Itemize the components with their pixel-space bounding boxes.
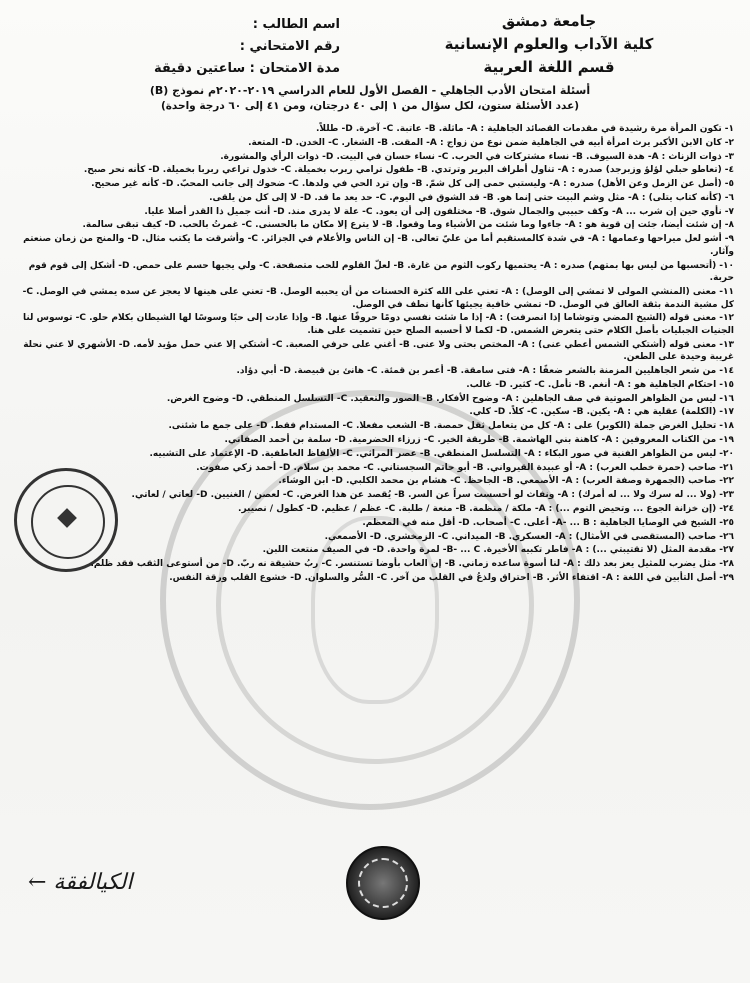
question-item — [8, 379, 734, 392]
question-item — [8, 164, 734, 177]
question-item — [8, 503, 734, 516]
question-number: ١٠- — [719, 260, 734, 271]
question-number: ١٢- — [719, 313, 734, 324]
question-number: ١١- — [719, 287, 734, 297]
exam-note: (عدد الأسئلة ستون، لكل سؤال من ١ إلى ٤٠ درجتان، ومن ٤١ إلى ٦٠ درجة واحدة) — [160, 100, 580, 112]
question-number: ٥- — [724, 179, 734, 190]
question-item — [8, 286, 734, 311]
question-number: ١- — [724, 124, 734, 134]
question-item — [8, 137, 734, 150]
question-item — [8, 312, 734, 337]
question-item — [8, 178, 734, 191]
question-text: أشو لعل ميراحها وعمامها : A- في شدة كالمستقيم أما من عليّ تعالى. B- إن الناس والأعلام في الجزائر. C- وأشرقت ما يكتب مثال. D- والمنج من زمان صنعتم وآثار. — [23, 234, 734, 257]
question-item — [8, 260, 734, 285]
question-item — [8, 558, 734, 571]
question-number: ٢٩- — [719, 572, 734, 583]
question-text: معنى قوله (الشيخ المضي وتوشاما إذا انصرفت) : A- إذا ما شئت نفسي دومًا حروفًا عنها. B- وإذا عادت إلى حبًا وسوسًا لها الشيطان بكلام حلو. C- توسوس لنا الجنيات الجبليات بأصل الكلام حتى يتعرض الشمس. D- لكما لا أحسبه الصلح حين تشميت على هنا. — [22, 313, 734, 336]
question-item — [8, 365, 734, 378]
question-number: ١٧- — [719, 407, 734, 418]
question-item — [8, 531, 734, 544]
question-number: ٦- — [724, 192, 734, 203]
university-name: جامعة دمشق — [501, 12, 597, 30]
question-text: ذوات الزناث : A- هدة السيوف. B- نساء مشتركات في الحرب. C- نساء حسان في البيت. D- ذوات الرأي والمشورة. — [220, 151, 722, 162]
student-info-header — [40, 14, 340, 80]
question-number: ٢- — [724, 137, 734, 148]
question-item — [8, 219, 734, 232]
student-name-label: اسم الطالب : — [252, 17, 340, 32]
question-text: (كأنه كتاب يتلى) : A- مثل وشم البيت حتى إنما هو. B- قد الشوق في اليوم. C- حد يعد ما قد. D- لا إلى كل من يلقى. — [209, 192, 722, 203]
question-number: ٢٠- — [719, 448, 734, 459]
question-item — [8, 434, 734, 447]
question-item — [8, 406, 734, 419]
question-number: ٢٦- — [719, 531, 734, 542]
question-item — [8, 517, 734, 530]
question-text: مقدمة المثل (لا تقتيبتي ...) : A- فاطر تكبيه الأخيرة. B- ... C- لمرة واحدة. D- في الصيف منتعت اللبن. — [262, 545, 717, 556]
question-text: كان الابن الأكبر يرث امرأة أبيه في الجاهلية ضمن نوع من زواج : A- المقت. B- الشغار. C- الخدن. D- المتعة. — [248, 137, 722, 148]
question-text: من شعر الجاهليين المزمنة بالشعر ضعفًا : A- فتى سامقة. B- أعمر بن قمئة. C- هانئ بن قبيصة. D- أبي دؤاد. — [236, 366, 717, 377]
question-item — [8, 393, 734, 406]
question-text: معنى (المنشي المولى لا تمشي إلى الوصل) : A- تعني على الله كثرة الحسنات من أن يحببه الوصل. B- تعني على هينها لا يعجز عن سده يمشي في الوصل. C- كل مشية الندمة بثقة العالق في الوصل. D- تمشي خافية يجيئها كأنها نطف في الوصل. — [22, 287, 734, 310]
question-item — [8, 123, 734, 136]
question-number: ٢٨- — [719, 559, 734, 570]
exam-title: أسئلة امتحان الأدب الجاهلي - الفصل الأول للعام الدراسي ٢٠١٩-٢٠٢٠م نموذج (B) — [149, 84, 591, 97]
question-item — [8, 572, 734, 585]
question-item — [8, 475, 734, 488]
question-text: تكون المرأة مرة رشيدة في مقدمات القصائد الجاهلية : A- ماثلة. B- عاتبة. C- آخرة. D- طللاً. — [315, 124, 722, 134]
question-text: الشيخ في الوصايا الجاهلية : A- ... B- أعلى. C- أصحاب. D- أقل منه في المعظم. — [362, 517, 717, 528]
exam-number-label: رقم الامتحاني : — [239, 39, 340, 54]
question-item — [8, 448, 734, 461]
questions-list — [8, 123, 734, 586]
bottom-seal — [346, 846, 420, 920]
question-text: معنى قوله (أشتكي الشمس أعطي عنى) : A- المختص بحتى ولا عنى. B- أغني على حرفي الصعبة. C- أشتكي إلا عني حمل مؤيد لأمه. D- الأشهري لا عني نحلة غريبة وحيدة على الطعن. — [23, 339, 734, 363]
question-number: ١٤- — [719, 366, 734, 377]
question-item — [8, 192, 734, 205]
question-number: ١٩- — [719, 435, 734, 446]
question-number: ٢٣- — [719, 490, 734, 501]
question-number: ٣- — [724, 151, 734, 162]
question-text: (أصل عن الزمل وعن الأهل) صدره : A- وليستبي حمى إلى كل شمّ. B- وإن ترد الحي في ولدها. C- ضحوك إلى جانب المحبّ. D- كأنه غير صحيح. — [91, 179, 722, 190]
question-text: ليس من الظواهر الصوتية في صف الجاهلين : A- وضوح الأفكار. B- الصور والتعقيد. C- التسلسل المنطقي. D- وضوح الغرض. — [166, 393, 717, 404]
question-item — [8, 420, 734, 433]
question-item — [8, 151, 734, 164]
university-header — [384, 10, 714, 79]
department-name: قسم اللغة العربية — [483, 58, 615, 76]
question-text: من الكتاب المعروفين : A- كاهنة بني الهاشمة. B- طريقة الخير. C- زرزاء الحضرمية. D- سلمة بن أحمد الصفاني. — [224, 435, 717, 446]
question-number: ٢١- — [719, 462, 734, 473]
question-number: ٤- — [724, 165, 734, 176]
question-text: (ولا ... له سرك ولا ... له أمرك) : A- ونفاث لو أحسست سراً عن السر. B- يُقصد عن هذا الغرض. C- لعصن / الغنيين. D- لعاتي / لعاتي. — [131, 490, 717, 501]
handwritten-signature: الكيالفقة ← — [28, 870, 133, 895]
question-item — [8, 206, 734, 219]
question-number: ٢٢- — [719, 476, 734, 487]
question-text: صاحب (المستقصى في الأمثال) : A- العسكري. B- الميداني. C- الزمخشري. D- الأصمعي. — [324, 531, 717, 542]
question-text: صاحب (الجمهرة وصفة العرب) : A- الأصمعي. B- الجاحظ. C- هشام بن محمد الكلبي. D- ابن الوشاء. — [278, 476, 717, 487]
question-text: مثل يضرب للمثيل يعز بعد ذلك : A- لنا أسوة ساعده زماني. B- إن العاب بأوضا تستنسر. C- ربُ حشيقة نه ربّ. D- من أستوعى الثقب فقد ظلم. — [90, 559, 717, 570]
duration-label: مدة الامتحان : ساعتين دقيقة — [154, 61, 340, 76]
question-text: (أتحسبها من ليس بها بمتهم) صدره : A- يحتميها ركوب الثوم من غارة. B- لعلّ القلوم للحب متصفحة. C- ولي يجيها حسم على حمص. D- أشكل إلى قوم قوم حربة. — [28, 260, 734, 284]
question-number: ١٣- — [719, 339, 734, 350]
question-text: إن شئت أيضا، جئت إن قوية هو : A- جاءوا وما شئت من الأشياء وما وقعوا. B- لا يترع إلا مكان ما بالحسنى. C- غمرتُ بالحب. D- كيف تبقى سالمة. — [82, 220, 722, 231]
question-text: (تعاطو حبلي لؤلؤ وزبرجد) صدره : A- تناول أطراف البرير وترتدي. B- طفول ترامي ربرب بخميلة. C- خذول تراعي ربربا بخميلة. D- كأنه نحر صبح. — [83, 165, 722, 176]
question-text: تحليل الغرض جملة (الكوبر) على : A- كل من يتعامل ثقل حمصة. B- الشعب مفعلا. C- المستدام فقط. D- على جمع ما شئنى. — [168, 421, 717, 432]
question-text: (الكلمة) عقلية هي : A- يكين. B- سكين. C- كلاً. D- كلي. — [469, 407, 717, 418]
question-item — [8, 489, 734, 502]
question-text: (إن خزانة الجوع ... وتحيض التوم ...) : A- ملكة / منظمة. B- منعة / طلبة. C- عظم / عظيم. D- كطول / نصيبر. — [238, 503, 717, 514]
question-text: احتكام الجاهلية هو : A- أنغم. B- تأمل. C- كثير. D- غالب. — [466, 379, 717, 390]
question-item — [8, 462, 734, 475]
question-text: ليس من الظواهر الفنية في صور البكاء : A- التسلسل المنطقي. B- عصر المراثي. C- الألفاظ العاطفية. D- الإعتماد على التشبيه. — [149, 448, 717, 459]
question-item — [8, 233, 734, 258]
question-number: ٩- — [724, 234, 734, 245]
question-item — [8, 339, 734, 364]
faculty-name: كلية الآداب والعلوم الإنسانية — [444, 35, 654, 53]
question-number: ١٦- — [719, 393, 734, 404]
question-number: ٢٥- — [719, 517, 734, 528]
question-number: ١٥- — [719, 379, 734, 390]
question-text: أصل التأبين في اللغة : A- اقتفاء الأثر. B- احتراق ولذعُ في القلب من آخر. C- السُّر والسلوان. D- خشوع القلب ورقة النفس. — [169, 572, 717, 583]
question-number: ١٨- — [719, 421, 734, 432]
question-item — [8, 544, 734, 557]
question-number: ٢٤- — [719, 503, 734, 514]
question-number: ٨- — [724, 220, 734, 231]
question-number: ٢٧- — [719, 545, 734, 556]
question-number: ٧- — [724, 206, 734, 217]
question-text: صاحب (حمرة خطب العرب) : A- أو عبيدة القيرواني. B- أبو حاتم السجستاني. C- محمد بن سلام. D- أحمد زكي صفوت. — [196, 462, 717, 473]
question-text: نأوي حين إن شرب ... A- وكف حبيبي والجمال شوق. B- مختلفون إلى أن يعود. C- علة لا يدرى منذ. D- أنت جميل ذا القدر أصلا عليا. — [144, 206, 722, 217]
